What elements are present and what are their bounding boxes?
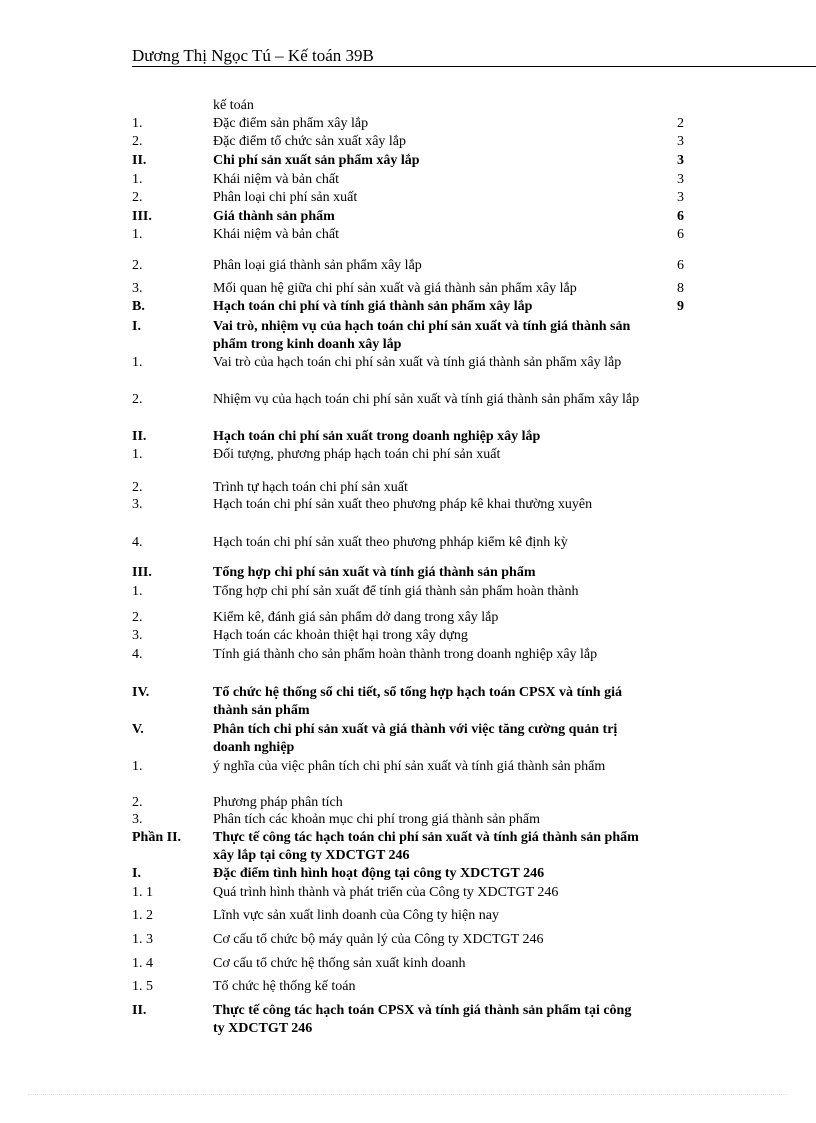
toc-entry-number: 2. xyxy=(132,610,143,625)
toc-entry-page: 3 xyxy=(677,190,684,205)
toc-entry-page: 8 xyxy=(677,281,684,296)
toc-entry-title: Quá trình hình thành và phát triển của Công ty XDCTGT 246 xyxy=(213,885,559,900)
toc-entry-page: 3 xyxy=(677,172,684,187)
toc-entry-page: 3 xyxy=(677,134,684,149)
toc-entry-title: Đặc điểm tình hình hoạt động tại công ty XDCTGT 246 xyxy=(213,866,545,881)
toc-entry-number: II. xyxy=(132,429,147,444)
toc-entry-title: Phương pháp phân tích xyxy=(213,795,343,810)
toc-entry-title: ý nghĩa của việc phân tích chi phí sản xuất và tính giá thành sản phẩm xyxy=(213,759,606,774)
toc-entry-title: Cơ cấu tổ chức hệ thống sản xuất kinh doanh xyxy=(213,956,466,971)
toc-entry-title: Vai trò, nhiệm vụ của hạch toán chi phí sản xuất và tính giá thành sản phẩm trong kinh doanh xây lắp xyxy=(213,319,631,352)
toc-entry-number: I. xyxy=(132,319,141,334)
page-bottom-rule xyxy=(28,1094,788,1095)
toc-entry-title: Vai trò của hạch toán chi phí sản xuất và tính giá thành sản phẩm xây lắp xyxy=(213,355,622,370)
toc-entry-number: 1. 5 xyxy=(132,979,153,994)
toc-entry-title: Tổ chức hệ thống sổ chi tiết, sổ tổng hợp hạch toán CPSX và tính giá thành sản phẩm xyxy=(213,685,622,718)
toc-entry-title: Hạch toán chi phí sản xuất theo phương phháp kiểm kê định kỳ xyxy=(213,535,568,550)
table-of-contents xyxy=(0,97,816,1036)
toc-entry-title: Thực tế công tác hạch toán chi phí sản xuất và tính giá thành sản phẩm xây lắp tại công ty XDCTGT 246 xyxy=(213,830,639,863)
toc-entry-number: 4. xyxy=(132,535,143,550)
toc-entry-number: 1. xyxy=(132,116,143,131)
toc-entry-number: 1. xyxy=(132,355,143,370)
toc-entry-page: 2 xyxy=(677,116,684,131)
toc-entry-number: 3. xyxy=(132,812,143,827)
toc-entry-title: Giá thành sản phẩm xyxy=(213,209,335,224)
toc-entry-page: 6 xyxy=(677,227,684,242)
toc-entry-number: 2. xyxy=(132,480,143,495)
toc-entry-title: Tổng hợp chi phí sản xuất và tính giá thành sản phẩm xyxy=(213,565,536,580)
toc-entry-number: 1. 1 xyxy=(132,885,153,900)
toc-entry-number: III. xyxy=(132,209,152,224)
toc-entry-number: I. xyxy=(132,866,141,881)
toc-entry-title: Tổng hợp chi phí sản xuất để tính giá thành sản phẩm hoàn thành xyxy=(213,584,579,599)
toc-entry-number: 2. xyxy=(132,795,143,810)
toc-entry-page: 3 xyxy=(677,153,684,168)
toc-entry-title: Hạch toán chi phí sản xuất theo phương pháp kê khai thường xuyên xyxy=(213,497,593,512)
toc-entry-title: Phân loại chi phí sản xuất xyxy=(213,190,358,205)
toc-entry-number: 2. xyxy=(132,134,143,149)
toc-entry-number: 1. xyxy=(132,759,143,774)
toc-entry-title: Thực tế công tác hạch toán CPSX và tính giá thành sản phẩm tại công ty XDCTGT 246 xyxy=(213,1003,632,1036)
toc-entry-number: 1. 2 xyxy=(132,908,153,923)
toc-entry-number: IV. xyxy=(132,685,150,700)
toc-entry-title: Trình tự hạch toán chi phí sản xuất xyxy=(213,480,408,495)
toc-entry-number: 1. 4 xyxy=(132,956,153,971)
toc-entry-title: Tính giá thành cho sản phẩm hoàn thành trong doanh nghiệp xây lắp xyxy=(213,647,598,662)
header-rule xyxy=(132,66,816,67)
toc-entry-number: Phần II. xyxy=(132,830,182,845)
toc-entry-number: 2. xyxy=(132,190,143,205)
toc-entry-title: Tổ chức hệ thống kế toán xyxy=(213,979,356,994)
toc-entry-page: 6 xyxy=(677,209,684,224)
toc-entry-title: Lĩnh vực sản xuất linh doanh của Công ty hiện nay xyxy=(213,908,499,923)
toc-entry-title: Đối tượng, phương pháp hạch toán chi phí sản xuất xyxy=(213,447,501,462)
toc-entry-title: Hạch toán các khoản thiệt hại trong xây dựng xyxy=(213,628,468,643)
toc-entry-number: II. xyxy=(132,1003,147,1018)
toc-entry-number: III. xyxy=(132,565,152,580)
toc-entry-title: Hạch toán chi phí và tính giá thành sản phẩm xây lắp xyxy=(213,299,533,314)
toc-entry-number: 3. xyxy=(132,497,143,512)
toc-entry-number: 4. xyxy=(132,647,143,662)
toc-entry-title: Phân tích chi phí sản xuất và giá thành với việc tăng cường quản trị doanh nghiệp xyxy=(213,722,618,755)
toc-entry-title: Khái niệm và bản chất xyxy=(213,172,339,187)
toc-entry-title: Mối quan hệ giữa chi phí sản xuất và giá thành sản phẩm xây lắp xyxy=(213,281,577,296)
toc-entry-page: 6 xyxy=(677,258,684,273)
toc-entry-number: 2. xyxy=(132,258,143,273)
toc-entry-title: Hạch toán chi phí sản xuất trong doanh nghiệp xây lắp xyxy=(213,429,541,444)
toc-entry-number: 1. xyxy=(132,172,143,187)
toc-entry-number: II. xyxy=(132,153,147,168)
page-header: Dương Thị Ngọc Tú – Kế toán 39B xyxy=(132,46,374,65)
toc-entry-number: 1. xyxy=(132,227,143,242)
toc-entry-number: B. xyxy=(132,299,145,314)
toc-entry-number: V. xyxy=(132,722,144,737)
toc-entry-number: 1. xyxy=(132,584,143,599)
toc-entry-page: 9 xyxy=(677,299,684,314)
toc-entry-number: 1. xyxy=(132,447,143,462)
toc-entry-number: 1. 3 xyxy=(132,932,153,947)
toc-entry-title: Đặc điểm tổ chức sản xuất xây lắp xyxy=(213,134,407,149)
toc-entry-title: Chi phí sản xuất sản phẩm xây lắp xyxy=(213,153,420,168)
toc-entry-number: 3. xyxy=(132,628,143,643)
toc-entry-title: Đặc điểm sản phẩm xây lắp xyxy=(213,116,369,131)
toc-entry-title: Nhiệm vụ của hạch toán chi phí sản xuất và tính giá thành sản phẩm xây lắp xyxy=(213,392,640,407)
toc-entry-title: Cơ cấu tổ chức bộ máy quản lý của Công ty XDCTGT 246 xyxy=(213,932,544,947)
toc-entry-number: 2. xyxy=(132,392,143,407)
toc-entry-title: kế toán xyxy=(213,98,254,113)
toc-entry-title: Khái niệm và bản chất xyxy=(213,227,339,242)
toc-entry-title: Phân tích các khoản mục chi phí trong giá thành sản phẩm xyxy=(213,812,540,827)
toc-entry-title: Phân loại giá thành sản phẩm xây lắp xyxy=(213,258,422,273)
toc-entry-title: Kiểm kê, đánh giá sản phẩm dở dang trong xây lắp xyxy=(213,610,499,625)
toc-entry-number: 3. xyxy=(132,281,143,296)
